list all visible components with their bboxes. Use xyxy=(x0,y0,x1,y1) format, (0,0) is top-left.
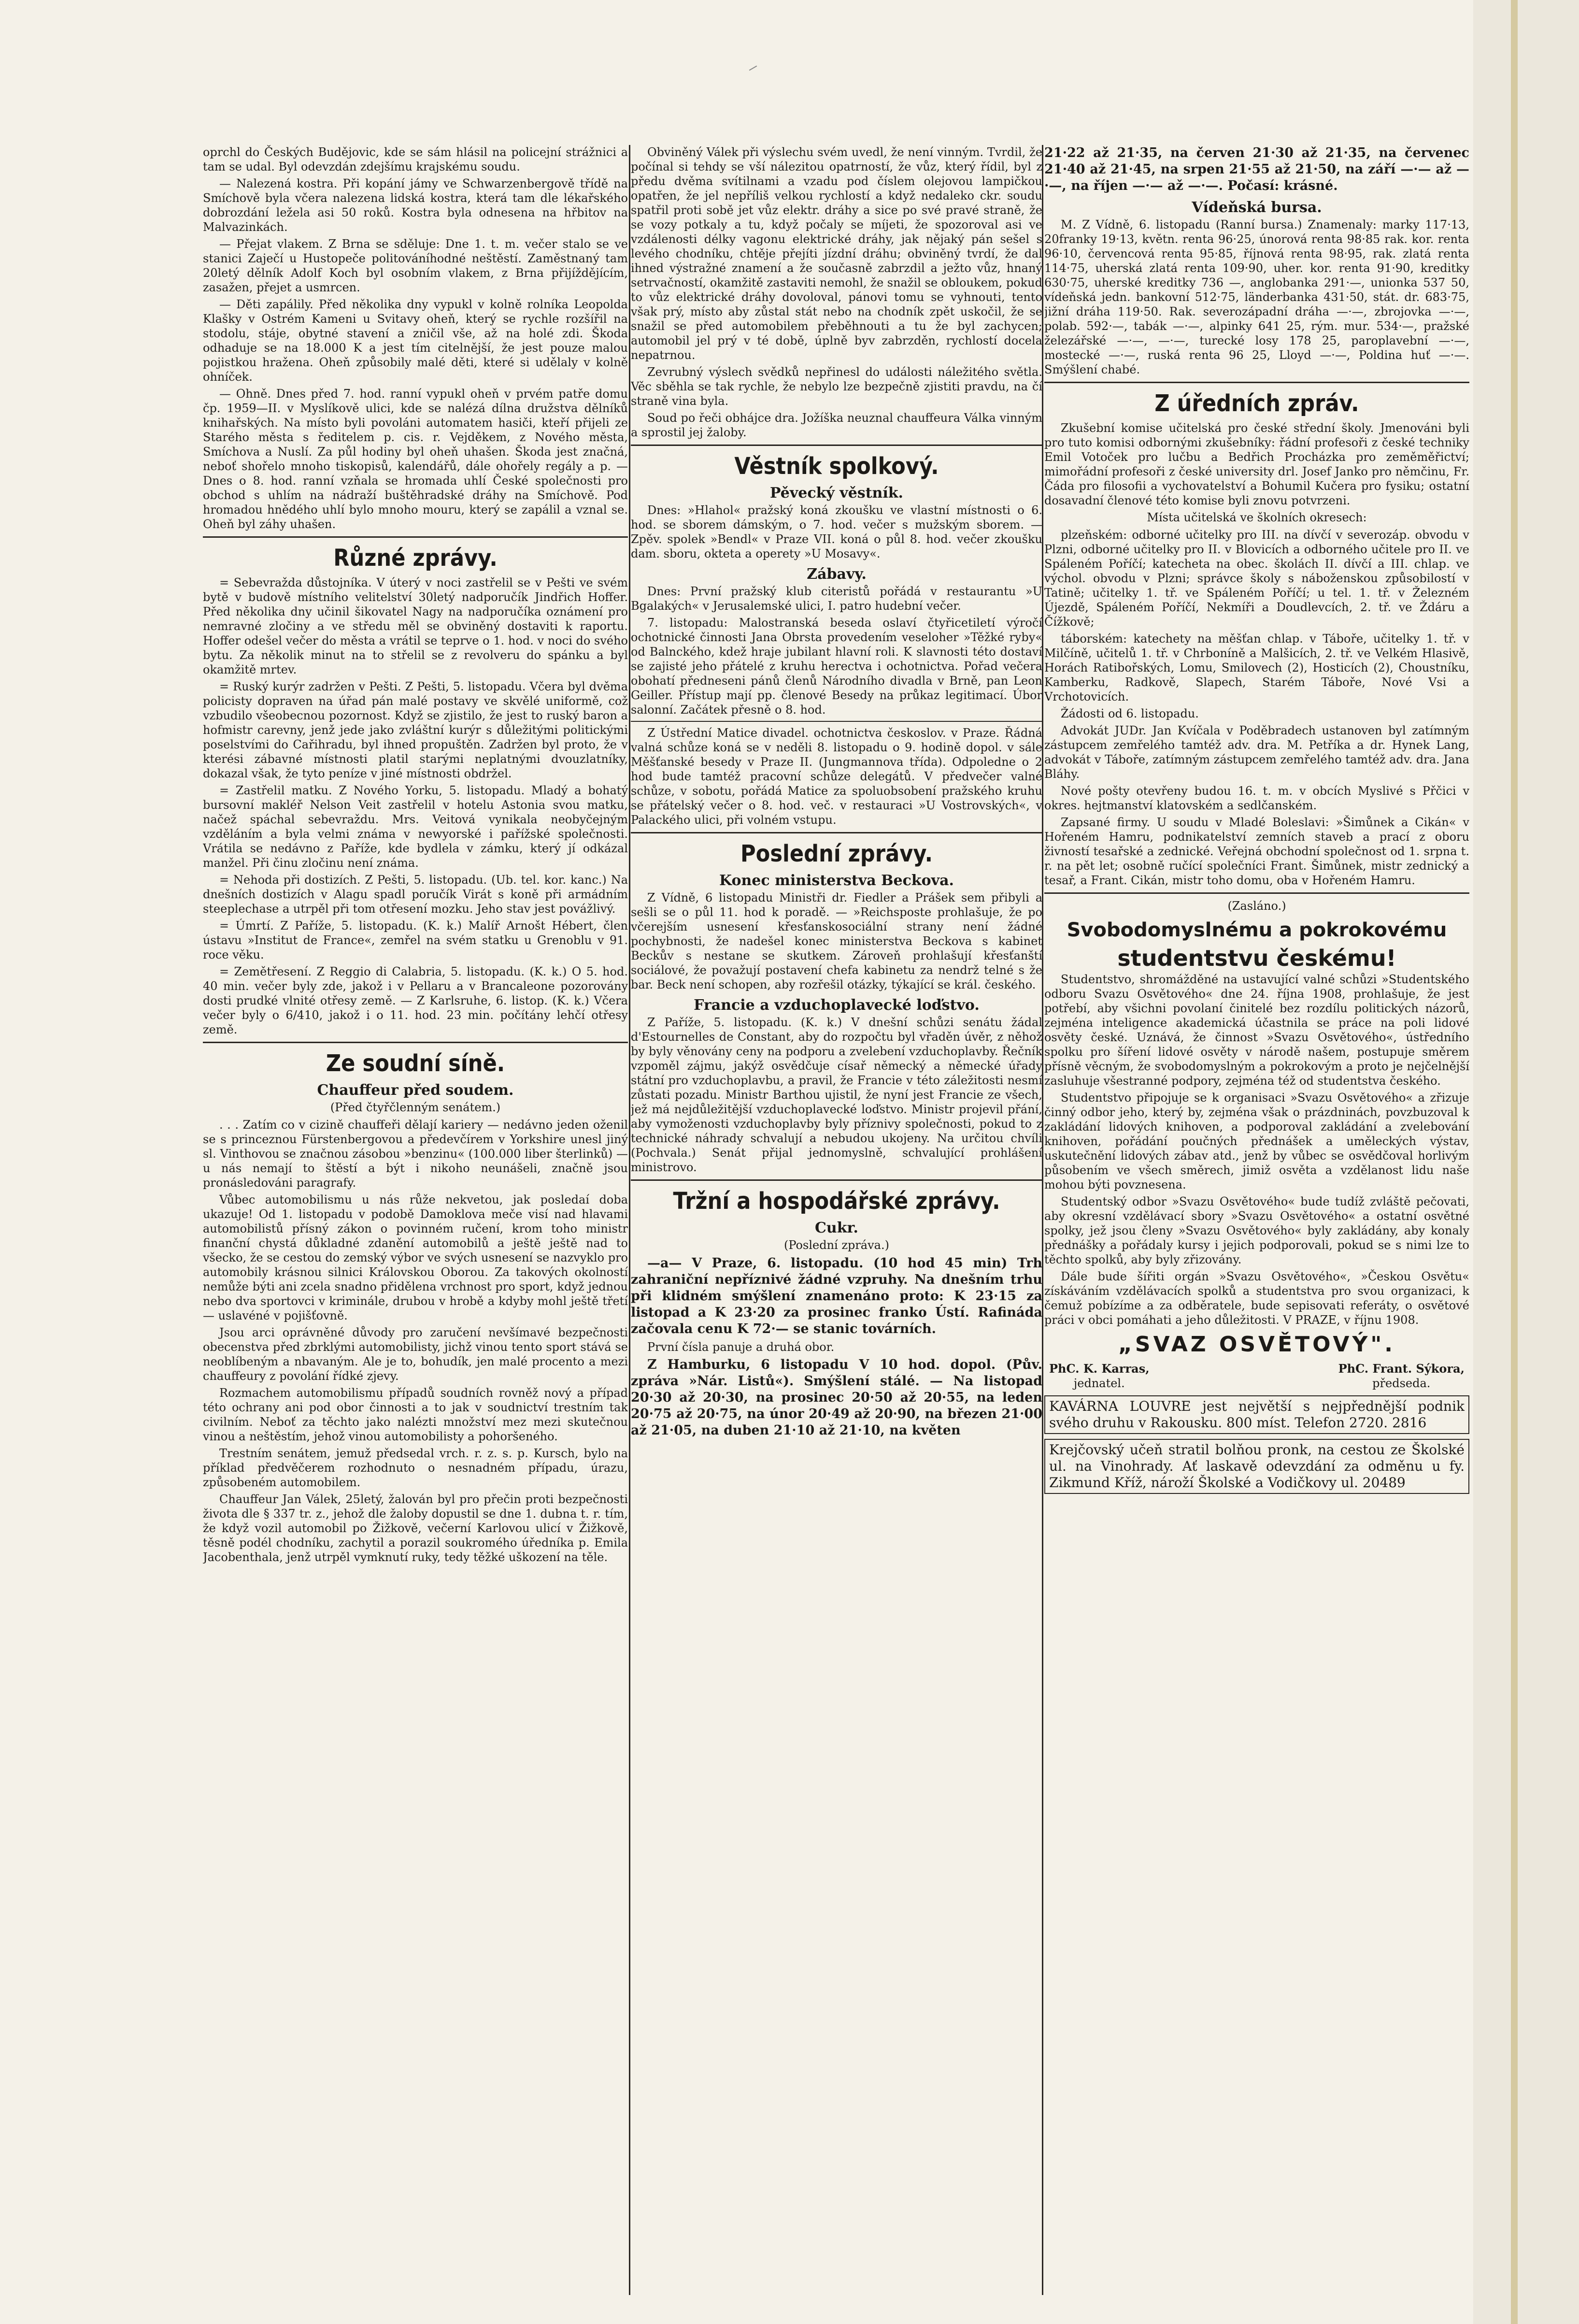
article-text: Zevrubný výslech svědků nepřinesl do události náležitého světla. Věc sběhla se tak rychle, že nebylo lze bezpečně zjistiti pravdu, na čí straně vina byla. xyxy=(631,365,1042,408)
article-subheading: Místa učitelská ve školních okresech: xyxy=(1147,511,1367,524)
section-divider xyxy=(1044,892,1469,894)
zaslano-label: (Zasláno.) xyxy=(1227,899,1286,913)
article-text: Dnes: »Hlahol« pražský koná zkoušku ve vlastní místnosti o 6. hod. se sborem dámským, o 7. hod. večer s mužským sborem. — Zpěv. spolek »Bendl« v Praze VII. koná o půl 8. hod. večer zkoušku dam. sboru, okteta a operety »U Mosavy«. xyxy=(631,503,1042,560)
section-heading: Ze soudní síně. xyxy=(326,1050,505,1077)
article-text: Zkušební komise učitelská pro české střední školy. Jmenováni byli pro tuto komisi odbornými zkušebníky: řádní profesoři z české techniky Emil Votoček pro lučbu a Bedřich Procházka pro zeměměřictví; mimořádní profesoři z české university drl. Josef Janko pro němčinu, Fr. Čáda pro filosofii a vychovatelství a Bohumil Kučera pro fysiku; ostatní dosavadní členové této komise byli znovu potvrzeni. xyxy=(1044,421,1469,507)
signatory-role: jednatel. xyxy=(1073,1377,1125,1390)
article-subheading: (Poslední zpráva.) xyxy=(784,1238,889,1252)
article-text: Dále bude šířiti orgán »Svazu Osvětového«, »Českou Osvětu« získáváním vzdělávacích spolků a studentstva pro svou organizaci, k čemuž pobízíme a za odběratele, bude sepisovati referáty, o osvětové práci v obci pomáhati a jeho důležitosti. V PRAZE, v říjnu 1908. xyxy=(1044,1270,1469,1327)
article-text: Obviněný Válek při výslechu svém uvedl, že není vinným. Tvrdil, že počínal si tehdy se vší nálezitou opatrností, že vůz, který řídil, byl z předu dvěma svítilnami a vzadu pod číslem olejovou lampičkou opatřen, že jel nepříliš velkou rychlostí a když nedaleko ckr. soudu spatřil proti sobě jet vůz elektr. dráhy a sice po své pravé straně, že se vozy potkaly a tu, když počaly se míjeti, že spozoroval asi ve vzdálenosti délky vagonu elektrické dráhy, jak nějaký pán sešel s levého chodníku, chtěje přejíti jízdní dráhu; obviněný tvrdí, že dal ihned výstražné znamení a že současně zabrzdil a ježto vůz, hnaný setrvačností, okamžitě zastaviti nemohl, že snažil se obloukem, pokud to vůz elektrické dráhy dovoloval, pánovi tomu se vyhnouti, tento však prý, místo aby zůstal stát nebo na chodník zpět uskočil, že se snažil se před automobilem přeběhnouti a tu že byl zachycen; automobil jel prý v té době, úplně byv zabrzděn, rychlostí docela nepatrnou. xyxy=(631,145,1042,362)
article-text: 7. listopadu: Malostranská beseda oslaví čtyřicetiletí výročí ochotnické činnosti Jana Obrsta provedením veseloher »Těžké ryby« od Balnckého, kdež hraje jubilant hlavní roli. K slavnosti této dostaví se zajisté jeho přátelé z kruhu herectva i ochotnictva. Pořad večera obohatí předneseni pánů členů Národního divadla v Brně, pan Leon Geiller. Přístup mají pp. členové Besedy na průkaz legitimací. Úbor salonní. Začátek přesně o 8. hod. xyxy=(631,616,1042,717)
article-text: Advokát JUDr. Jan Kvíčala v Poděbradech ustanoven byl zatímným zástupcem zemřelého tamtéž adv. dra. M. Petříka a dr. Hynek Lang, advokát v Táboře, zatímným zástupcem zemřelého tamtéž adv. dra. Jana Bláhy. xyxy=(1044,724,1469,781)
market-report: 21·22 až 21·35, na červen 21·30 až 21·35, na červenec 21·40 až 21·45, na srpen 21·55 až 21·50, na září —·— až —·—, na říjen —·— až —·—. Počasí: krásné. xyxy=(1044,145,1469,193)
article-text: táborském: katechety na měšťan chlap. v Táboře, učitelky 1. tř. v Milčíně, učitelů 1. tř. v Chrboníně a Malšicích, 2. tř. ve Velkém Hlasivě, Horách Ratibořských, Lomu, Smilovech (2), Hosticích (2), Choustníku, Kamberku, Radkově, Slapech, Starém Táboře, Nové Vsi a Vrchotovicích. xyxy=(1044,632,1469,703)
signatures xyxy=(1049,1362,1465,1391)
article-text: plzeňském: odborné učitelky pro III. na dívčí v severozáp. obvodu v Plzni, odborné učitelky pro II. v Blovicích a odborného učitele pro II. ve Spáleném Poříčí; katecheta na obec. školách II. dívčí a III. chlap. ve výchol. obvodu v Plzni; správce školy s náboženskou způsobilostí v Tatině; učitelky 1. tř. ve Spáleném Poříčí; u tel. 1. tř. v Železném Újezdě, Spáleném Poříčí, Nekmíři a Doudlevcích, 2. tř. ve Ždáru a Čížkově; xyxy=(1044,528,1469,629)
article-heading: Zábavy. xyxy=(807,566,867,583)
section-heading: Věstník spolkový. xyxy=(734,453,939,480)
article-text: Studentstvo, shromážděné na ustavující valné schůzi »Studentského odboru Svazu Osvětového« dne 24. října 1908, prohlašuje, že jest potřebí, aby všichni povolaní činitelé bez rozdílu politických názorů, zejména inteligence akademická účastnila se práce na poli lidové osvěty české. Uznává, že činnost »Svazu Osvětového«, ústředního spolku pro šíření lidové osvěty v národě našem, postupuje směrem přísně věcným, že svobodomyslným a pokrokovým a proto je nejčelnější zasluhuje všestranné podpory, zejména též od studentstva českého. xyxy=(1044,973,1469,1088)
article-text: Dnes: První pražský klub citeristů pořádá v restaurantu »U Bgalakých« v Jerusalemské ulici, I. patro hudební večer. xyxy=(631,585,1042,613)
column-3 xyxy=(1044,145,1469,2300)
proclamation-heading: Svobodomyslnému a pokrokovému xyxy=(1067,919,1447,941)
article-text: — Nalezená kostra. Při kopání jámy ve Schwarzenbergově třídě na Smíchově byla včera nalezena lidská kostra, která tam dle lékařského dobrozdání ležela asi 50 roků. Kostra byla odnesena na hřbitov na Malvazinkách. xyxy=(203,177,628,234)
article-text: Jsou arci oprávněné důvody pro zaručení nevšímavé bezpečnosti obecenstva před zbrklými automobilisty, jichž vinou tento sport stává se neoblíbeným a nbavaným. Ale je to, bohudík, jen malé procento a mezi chauffeury z povolání řídké zjevy. xyxy=(203,1326,628,1383)
article-heading: Konec ministerstva Beckova. xyxy=(719,872,954,889)
article-text: . . . Zatím co v cizině chauffeři dělají kariery — nedávno jeden oženil se s princeznou Fürstenbergovou a předevčírem v Yorkshire unesl jiný sl. Vinthovou se značnou zásobou »benzinu« (100.000 liber šterlinků) — u nás nemají to štěstí a být i nikoho neunášeli, značně jsou pronásledováni paragrafy. xyxy=(203,1118,628,1190)
article-text: = Zastřelil matku. Z Nového Yorku, 5. listopadu. Mladý a bohatý bursovní makléř Nelson Veit zastřelil v hotelu Astonia svou matku, načež spáchal sebevraždu. Mrs. Veitová vynikala neobyčejným vzděláním a byla velmi známa v newyorské i pařížské společnosti. Vrátila se nedávno z Paříže, kde bydlela v zámku, který jí odkázal manžel. Při činu zločinu není známa. xyxy=(203,784,628,870)
section-divider xyxy=(631,832,1042,833)
market-report: —a— V Praze, 6. listopadu. (10 hod 45 min) Trh zahraniční nepříznivé žádné vzpruhy. Na dnešním trhu při klidném smýšlení znamenáno proto: K 23·15 za listopad a K 23·20 za prosinec franko Ústí. Rafináda začovala cenu K 72·— se stanic továrních. xyxy=(631,1256,1042,1336)
section-heading: Tržní a hospodářské zprávy. xyxy=(673,1188,1000,1215)
binding-strip xyxy=(1511,0,1518,2324)
article-heading: Pěvecký věstník. xyxy=(770,485,903,502)
signatory-name: PhC. Frant. Sýkora, xyxy=(1338,1362,1465,1376)
advertisement: Krejčovský učeň stratil bolňou pronk, na cestou ze Školské ul. na Vinohrady. Ať laskavě odevzdání za odměnu u fy. Zikmund Kříž, nároží Školské a Vodičkovy ul. 20489 xyxy=(1044,1439,1469,1494)
article-text: oprchl do Českých Budějovic, kde se sám hlásil na policejní strážnici a tam se udal. Byl odevzdán zdejšímu krajskému soudu. xyxy=(203,145,628,173)
article-text: Z Paříže, 5. listopadu. (K. k.) V dnešní schůzi senátu žádal d'Estournelles de Constant, aby do rozpočtu byl vřaděn úvěr, z něhož by byly věnovány ceny na podporu a zvelebení vzduchoplavby. Řečník vzpoměl zájmu, jakýž osvědčuje císař německý a německé úřady státní pro vzduchoplavbu, a pravil, že Francie v této záležitosti nesmí zůstati pozadu. Ministr Barthou ujistil, že nyní jest Francie ze všech, jež má nejdůležitější vzduchoplavecké loďstvo. Ministr projevil přání, aby vymoženosti vzduchoplavby byly příznivy společnosti, pokud to z technické náhrady schvalují a nebudou ukojeny. Na určitou chvíli (Pochvala.) Senát přijal jednomyslně, schvalující prohlášení ministrovo. xyxy=(631,1016,1042,1174)
article-text: — Ohně. Dnes před 7. hod. ranní vypukl oheň v prvém patře domu čp. 1959—II. v Myslíkově ulici, kde se nalézá dílna družstva dělníků knihařských. Na místo byli povoláni automatem hasiči, kteří přijeli ze Starého města s ředitelem p. cis. r. Vejděkem, z Nového města, Smíchova a Nuslí. Za půl hodiny byl oheň uhašen. Škoda jest značná, neboť shořelo mnoho tiskopisů, kalendářů, dále ohořely regály a p. — Dnes o 8. hod. ranní vzňala se hromada uhlí České společnosti pro obchod s uhlím na nádraží buštěhradské dráhy na Smíchově. Pod hromadou hnědého uhlí bylo mnoho mouru, který se zapálil a vznal se. Oheň byl záhy uhašen. xyxy=(203,387,628,531)
article-text: Rozmachem automobilismu případů soudních rovněž nový a případ této ochrany ani pod obor činnosti a to jak v soudnictví trestním tak civilním. Neboť za těchto jako nalézti množství mez mezi skutečnou vinou a neštěstím, jehož vinou automobilisty a pohoršeného. xyxy=(203,1386,628,1443)
article-text: Studentstvo připojuje se k organisaci »Svazu Osvětového« a zřizuje činný odbor jeho, který by, zejména však o prázdninách, povzbuzoval k zakládání lidových knihoven, a podporoval zakládání a zvelebování knihoven, pořádání poučných přednášek a uměleckých výstav, uskutečnění lidových zábav atd., jenž by vůbec se osvědčoval horlivým působením ve všech směrech, jimiž osvěta a vzdělanost lidu naše mohou býti povznesena. xyxy=(1044,1091,1469,1191)
article-text: První čísla panuje a druhá obor. xyxy=(647,1340,835,1354)
article-text: Chauffeur Jan Válek, 25letý, žalován byl pro přečin proti bezpečnosti života dle § 337 tr. z., jehož dle žaloby dopustil se dne 1. dubna t. r. tím, že když vozil automobil po Žižkově, večerní Karlovou ulicí v Žižkově, těsně podél chodníku, zachytil a porazil soukromého úředníka p. Emila Jacobenthala, jenž utrpěl vymknutí ruky, tedy těžké uškození na těle. xyxy=(203,1492,628,1564)
page-margin xyxy=(1473,0,1579,2324)
article-heading: Vídeňská bursa. xyxy=(1192,199,1322,216)
signatory-name: PhC. K. Karras, xyxy=(1049,1362,1150,1376)
section-heading: Poslední zprávy. xyxy=(740,840,933,867)
article-text: Zapsané firmy. U soudu v Mladé Boleslavi: »Šimůnek a Cikán« v Hořeném Hamru, podnikatelství zemních staveb a prací z oboru živností tesařské a zednické. Veřejná obchodní společnost od 1. srpna t. r. na pět let; osobně ručící společníci Frant. Šimůnek, mistr zednický a tesař, a Frant. Cikán, mistr toho domu, oba v Hořeném Hamru. xyxy=(1044,816,1469,887)
article-text: — Děti zapálily. Před několika dny vypukl v kolně rolníka Leopolda Klašky v Ostrém Kameni u Svitavy oheň, který se rychle rozšířil na stodolu, stáje, obytné stavení a zničil vše, až na holé zdi. Škoda odhaduje se na 18.000 K a jest tím citelnější, že jest pouze malou pojistkou hražena. Oheň způsobily malé děti, které si udělaly v kolně ohníček. xyxy=(203,298,628,384)
article-heading: Francie a vzduchoplavecké loďstvo. xyxy=(694,997,980,1014)
proclamation-heading: studentstvu českému! xyxy=(1117,945,1396,971)
column-rule xyxy=(629,145,630,2295)
article-subheading: (Před čtyřčlenným senátem.) xyxy=(330,1101,501,1114)
article-heading: Cukr. xyxy=(815,1219,858,1236)
pencil-mark xyxy=(749,66,757,71)
market-report: Z Hamburku, 6 listopadu V 10 hod. dopol. (Pův. zpráva »Nár. Listů«). Smýšlení stálé. — Na listopad 20·30 až 20·30, na prosinec 20·50 až 20·55, na leden 20·75 až 20·75, na únor 20·49 až 20·90, na březen 21·00 až 21·05, na duben 21·10 až 21·10, na květen xyxy=(631,1357,1042,1438)
column-2 xyxy=(631,145,1042,2300)
article-text: Nové pošty otevřeny budou 16. t. m. v obcích Myslivé s Přčici v okres. hejtmanství klatovském a sedlčanském. xyxy=(1044,784,1469,812)
article-text: — Přejat vlakem. Z Brna se sděluje: Dne 1. t. m. večer stalo se ve stanici Zaječí u Hustopeče politováníhodné neštěstí. Zaměstnaný tam 20letý dělník Adolf Koch byl osobním vlakem, z Brna přijíždějícím, zasažen, přejet a usmrcen. xyxy=(203,237,628,294)
article-text: = Ruský kurýr zadržen v Pešti. Z Pešti, 5. listopadu. Včera byl dvěma policisty dopraven na úřad pán malé postavy ve skvělé uniformě, což vzbudilo všeobecnou pozornost. Když se zjistilo, že jest to ruský baron a hofmistr carevny, jenž jede jako zvláštní kurýr s důležitými politickými poselstvími do Cařihradu, byl ihned propuštěn. Zadržen byl proto, že v kterési zábavné místnosti platil starými neplatnými dvouzlatníky, dokazal však, že tyto peníze v jiné místnosti obdržel. xyxy=(203,680,628,780)
section-heading: Z úředních zpráv. xyxy=(1154,390,1359,417)
signature-left xyxy=(1049,1362,1150,1391)
signature-organization: „SVAZ OSVĚTOVÝ". xyxy=(1118,1332,1395,1357)
section-divider xyxy=(1044,382,1469,383)
column-1 xyxy=(203,145,628,2300)
advertisement: KAVÁRNA LOUVRE jest největší s nejpřednější podnik svého druhu v Rakousku. 800 míst. Telefon 2720. 2816 xyxy=(1044,1395,1469,1434)
divider xyxy=(631,721,1042,722)
section-divider xyxy=(203,536,628,538)
article-text: = Úmrtí. Z Paříže, 5. listopadu. (K. k.) Malíř Arnošt Hébert, člen ústavu »Institut de France«, zemřel na svém statku u Grenoblu v 91. roce věku. xyxy=(203,919,628,961)
article-text: M. Z Vídně, 6. listopadu (Ranní bursa.) Znamenaly: marky 117·13, 20franky 19·13, květn. renta 96·25, únorová renta 98·85 rak. kor. renta 96·10, červencová renta 95·85, říjnová renta 98·95, rak. zlatá renta 114·75, uherská zlatá renta 109·90, uher. kor. renta 91·90, kreditky 630·75, uherské kreditky 736 —, anglobanka 291·—, unionka 537 50, vídeňská jedn. bankovní 512·75, länderbanka 431·50, stát. dr. 683·75, jižní dráha 119·50. Rak. severozápadní dráha —·—, zbrojovka —·—, polab. 592·—, tabák —·—, alpinky 641 25, rým. mur. 534·—, pražské železářské —·—, —·—, turecké losy 178 25, paroplavební —·—, mostecké —·—, ruská renta 96 25, Lloyd —·—, Poldina huť —·—. Smýšlení chabé. xyxy=(1044,218,1469,376)
article-text: Z Ústřední Matice divadel. ochotnictva českoslov. v Praze. Řádná valná schůze koná se v neděli 8. listopadu o 9. hodině dopol. v sále Měšťanské besedy v Praze II. (Jungmannova třída). Odpoledne o 2 hod bude tamtéž pracovní schůze delegátů. V předvečer valné schůze, v sobotu, pořádá Matice za spoluobsobení pražského kruhu se přátelský večer o 8. hod. več. v restauraci »U Vostrovských«, v Palackého ulici, při volném vstupu. xyxy=(631,726,1042,827)
article-text: Soud po řeči obhájce dra. Jožíška neuznal chauffeura Válka vinným a sprostil jej žaloby. xyxy=(631,411,1042,439)
signature-right xyxy=(1338,1362,1465,1391)
article-text: Studentský odbor »Svazu Osvětového« bude tudíž zvláště pečovati, aby okresní vzdělávací sbory »Svazu Osvětového« a ostatní osvětné spolky, jež jsou členy »Svazu Osvětového« byly zakládány, aby konaly přednášky a pořádaly kursy i jejich podporovali, pokud se s nimi lze to těchto spolků, aby byly zřizovány. xyxy=(1044,1195,1469,1266)
section-divider xyxy=(203,1042,628,1043)
article-text: Žádosti od 6. listopadu. xyxy=(1061,707,1199,720)
article-text: = Sebevražda důstojníka. V úterý v noci zastřelil se v Pešti ve svém bytě v budově místního velitelství 30letý nadporučík Jindřich Hoffer. Před několika dny učinil šikovatel Nagy na nadporučíka oznámení pro nemravné zločiny a ve středu měl se obviněný dostaviti k raportu. Hoffer odešel večer do města a vrátil se teprve o 1. hod. v noci do svého bytu. Za několik minut na to střelil se z revolveru do spánku a byl okamžitě mrtev. xyxy=(203,576,628,676)
article-text: = Nehoda při dostizích. Z Pešti, 5. listopadu. (Ub. tel. kor. kanc.) Na dnešních dostizích v Alagu spadl poručík Virát s koně při armádním steeplechase a utrpěl při tom otřesení mozku. Jeho stav jest povážlivý. xyxy=(203,873,628,916)
section-heading: Různé zprávy. xyxy=(333,545,498,572)
article-text: Vůbec automobilismu u nás růže nekvetou, jak posledaí doba ukazuje! Od 1. listopadu v podobě Damoklova meče visí nad hlavami automobilistů přísný zákon o povinném ručení, krom toho ministr finanční chystá důkladné zdanění automobilů a ještě ještě nad to všecko, že se cestou do zemský výbor ve svých usnesení se nazvyklo pro automobily krásnou silnici Královskou Oborou. Za takových okolností nemůže býti ani zcela snadno přidělena vrchnost pro sport, když jednou nebo dva sportovci v kriminále, drubou v hrobě a kdyby mohl ještě třetí — uslavéné v pojišťovně. xyxy=(203,1193,628,1322)
article-text: = Zemětřesení. Z Reggio di Calabria, 5. listopadu. (K. k.) O 5. hod. 40 min. večer byly zde, jakož i v Pellaru a v Brancaleone pozorovány dosti prudké vlnité otřesy země. — Z Karlsruhe, 6. listop. (K. k.) Včera večer byly o 6/410, jakož i o 11. hod. 23 min. počítány lehčí otřesy země. xyxy=(203,965,628,1036)
signatory-role: předseda. xyxy=(1372,1377,1431,1390)
section-divider xyxy=(631,445,1042,446)
article-text: Z Vídně, 6 listopadu Ministři dr. Fiedler a Prášek sem přibyli a sešli se o půl 11. hod k poradě. — »Reichsposte prohlašuje, že po včerejším usnesení křesťanskosociální strany není žádné pochybnosti, že nadešel konec ministerstva Beckova s kabinet Beckův s nestane se skutkem. Zároveň prohlašují křesťanští sociálové, že považují postavení chefa kabinetu za nendrž telné s že bar. Beck není schopen, aby rozřešil otázky, týkající se král. českého. xyxy=(631,891,1042,991)
article-heading: Chauffeur před soudem. xyxy=(317,1082,514,1099)
article-text: Trestním senátem, jemuž předsedal vrch. r. z. s. p. Kursch, bylo na příklad předvěčerem rozhodnuto o nesnadném případu, úrazu, způsobeném automobilem. xyxy=(203,1447,628,1489)
section-divider xyxy=(631,1179,1042,1181)
